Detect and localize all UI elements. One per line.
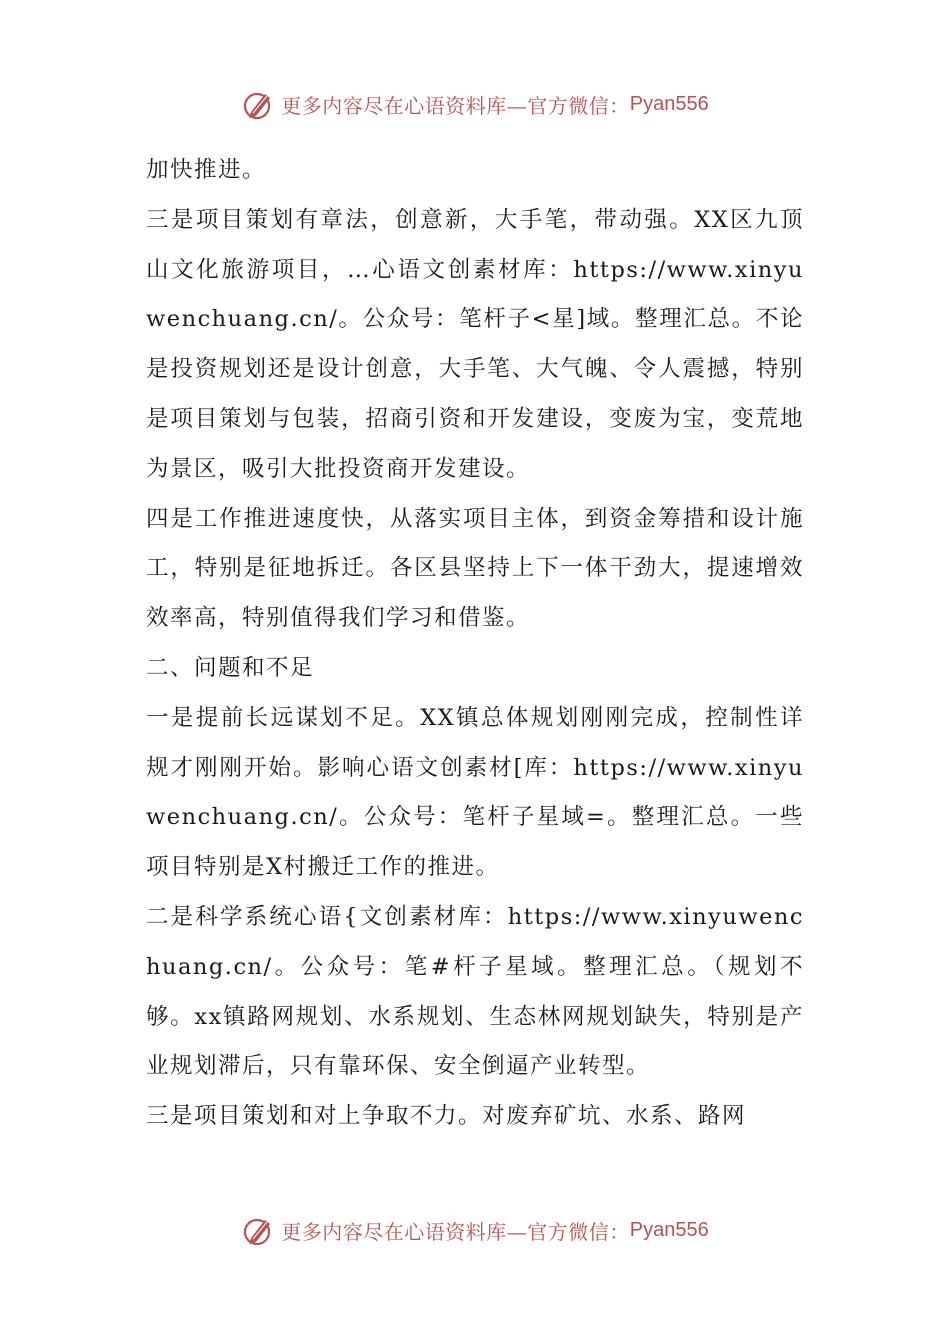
header-banner-text: 更多内容尽在心语资料库—官方微信： — [281, 93, 630, 118]
paragraph-1: 加快推进。 — [146, 157, 267, 183]
header-banner — [0, 84, 950, 124]
footer-wechat-id: Pyan556 — [629, 1218, 709, 1241]
footer-banner — [0, 1210, 950, 1250]
document-body — [146, 146, 804, 1142]
paragraph-2: 三是项目策划有章法，创意新，大手笔，带动强。XX区九顶山文化旅游项目，…心语文创素材库：https://www.xinyuwenchuang.cn/。公众号：笔杆子<星]域。整理汇总。不论是投资规划还是设计创意，大手笔、大气魄、令人震撼，特别是项目策划与包装，招商引资和开发建设，变废为宝，变荒地为景区，吸引大批投资商开发建设。 — [146, 206, 804, 482]
paragraph-3: 四是工作推进速度快，从落实项目主体，到资金筹措和设计施工，特别是征地拆迁。各区县坚持上下一体干劲大，提速增效效率高，特别值得我们学习和借鉴。 — [146, 505, 804, 632]
paragraph-5: 二是科学系统心语{文创素材库：https://www.xinyuwenchuang.cn/。公众号：笔#杆子星域。整理汇总。（规划不够。xx镇路网规划、水系规划、生态林网规划缺失，特别是产业规划滞后，只有靠环保、安全倒逼产业转型。 — [146, 903, 804, 1080]
pen-nib-logo-icon — [241, 1212, 277, 1248]
paragraph-4: 一是提前长远谋划不足。XX镇总体规划刚刚完成，控制性详规才刚刚开始。影响心语文创素材[库：https://www.xinyuwenchuang.cn/。公众号：笔杆子星域=。整理汇总。一些项目特别是X村搬迁工作的推进。 — [146, 704, 804, 881]
pen-nib-logo-icon — [241, 86, 277, 122]
footer-banner-text: 更多内容尽在心语资料库—官方微信： — [281, 1219, 630, 1244]
paragraph-6: 三是项目策划和对上争取不力。对废弃矿坑、水系、路网 — [146, 1103, 747, 1130]
section-heading: 二、问题和不足 — [146, 654, 315, 681]
header-wechat-id: Pyan556 — [629, 92, 709, 115]
